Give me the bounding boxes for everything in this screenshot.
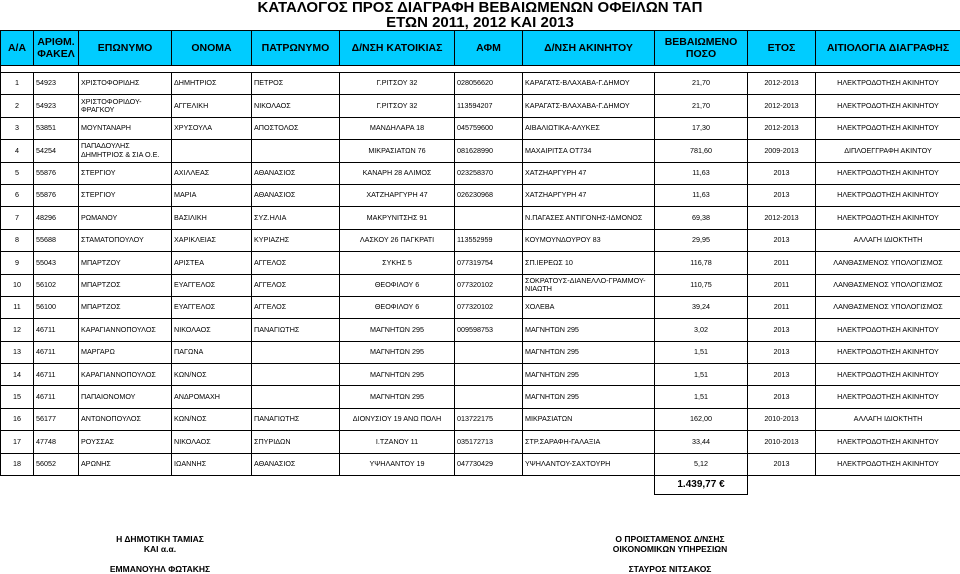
- cell-tax-id: 013722175: [455, 408, 523, 430]
- table-row: [1, 252, 960, 274]
- cell-folder-number: 46711: [34, 364, 79, 386]
- cell-reason: ΗΛΕΚΤΡΟΔΟΤΗΣΗ ΑΚΙΝΗΤΟΥ: [816, 431, 960, 453]
- cell-reason: ΗΛΕΚΤΡΟΔΟΤΗΣΗ ΑΚΙΝΗΤΟΥ: [816, 95, 960, 117]
- cell-amount: 1,51: [655, 341, 748, 363]
- table-row: [1, 341, 960, 363]
- cell-father-name: ΑΘΑΝΑΣΙΟΣ: [252, 162, 340, 184]
- total-spacer: [1, 476, 655, 495]
- cell-surname: ΜΠΑΡΤΖΟΥ: [79, 252, 172, 274]
- cell-tax-id: [455, 341, 523, 363]
- cell-surname: ΜΑΡΓΑΡΩ: [79, 341, 172, 363]
- cell-aa: 13: [1, 341, 34, 363]
- cell-father-name: ΑΘΑΝΑΣΙΟΣ: [252, 184, 340, 206]
- cell-folder-number: 56102: [34, 274, 79, 296]
- cell-year: 2013: [748, 229, 816, 251]
- cell-aa: 6: [1, 184, 34, 206]
- cell-property-address: ΜΑΧΑΙΡΙΤΣΑ ΟΤ734: [523, 140, 655, 162]
- cell-reason: ΑΛΛΑΓΗ ΙΔΙΟΚΤΗΤΗ: [816, 408, 960, 430]
- cell-home-address: ΘΕΟΦΙΛΟΥ 6: [340, 296, 455, 318]
- cell-aa: 15: [1, 386, 34, 408]
- cell-father-name: [252, 341, 340, 363]
- cell-father-name: ΚΥΡΙΑΖΗΣ: [252, 229, 340, 251]
- cell-first-name: ΝΙΚΟΛΑΟΣ: [172, 431, 252, 453]
- cell-folder-number: 46711: [34, 319, 79, 341]
- header-home-address: Δ/ΝΣΗ ΚΑΤΟΙΚΙΑΣ: [340, 31, 455, 66]
- cell-reason: ΗΛΕΚΤΡΟΔΟΤΗΣΗ ΑΚΙΝΗΤΟΥ: [816, 386, 960, 408]
- cell-home-address: Γ.ΡΙΤΣΟΥ 32: [340, 95, 455, 117]
- total-spacer-right: [748, 476, 960, 495]
- cell-reason: ΛΑΝΘΑΣΜΕΝΟΣ ΥΠΟΛΟΓΙΣΜΟΣ: [816, 296, 960, 318]
- cell-surname: ΧΡΙΣΤΟΦΟΡΙΔΗΣ: [79, 73, 172, 95]
- cell-aa: 16: [1, 408, 34, 430]
- cell-home-address: Γ.ΡΙΤΣΟΥ 32: [340, 73, 455, 95]
- cell-first-name: ΝΙΚΟΛΑΟΣ: [172, 319, 252, 341]
- cell-folder-number: 56100: [34, 296, 79, 318]
- cell-first-name: ΙΩΑΝΝΗΣ: [172, 453, 252, 475]
- cell-aa: 2: [1, 95, 34, 117]
- cell-father-name: ΠΑΝΑΓΙΩΤΗΣ: [252, 319, 340, 341]
- table-row: [1, 386, 960, 408]
- cell-home-address: ΜΑΝΔΗΛΑΡΑ 18: [340, 117, 455, 139]
- cell-father-name: ΑΠΟΣΤΟΛΟΣ: [252, 117, 340, 139]
- cell-year: 2012-2013: [748, 207, 816, 229]
- header-property-address: Δ/ΝΣΗ ΑΚΙΝΗΤΟΥ: [523, 31, 655, 66]
- table-row: [1, 162, 960, 184]
- cell-amount: 162,00: [655, 408, 748, 430]
- cell-father-name: [252, 140, 340, 162]
- cell-year: 2011: [748, 252, 816, 274]
- cell-reason: ΗΛΕΚΤΡΟΔΟΤΗΣΗ ΑΚΙΝΗΤΟΥ: [816, 453, 960, 475]
- cell-father-name: [252, 364, 340, 386]
- header-first-name: ΟΝΟΜΑ: [172, 31, 252, 66]
- table-row: [1, 207, 960, 229]
- cell-property-address: ΚΑΡΑΓΑΤΣ-ΒΛΑΧΑΒΑ-Γ.ΔΗΜΟΥ: [523, 73, 655, 95]
- cell-home-address: Ι.ΤΖΑΝΟΥ 11: [340, 431, 455, 453]
- cell-father-name: ΣΥΖ.ΗΛΙΑ: [252, 207, 340, 229]
- signature-right-title: Ο ΠΡΟΙΣΤΑΜΕΝΟΣ Δ/ΝΣΗΣ: [615, 534, 725, 544]
- cell-reason: ΗΛΕΚΤΡΟΔΟΤΗΣΗ ΑΚΙΝΗΤΟΥ: [816, 162, 960, 184]
- signature-left-title: Η ΔΗΜΟΤΙΚΗ ΤΑΜΙΑΣ: [116, 534, 204, 544]
- cell-folder-number: 46711: [34, 341, 79, 363]
- cell-folder-number: 56052: [34, 453, 79, 475]
- cell-year: 2013: [748, 453, 816, 475]
- cell-year: 2013: [748, 162, 816, 184]
- cell-father-name: ΠΕΤΡΟΣ: [252, 73, 340, 95]
- header-row: [1, 31, 960, 66]
- cell-amount: 3,02: [655, 319, 748, 341]
- cell-first-name: ΚΩΝ/ΝΟΣ: [172, 364, 252, 386]
- cell-tax-id: 009598753: [455, 319, 523, 341]
- cell-folder-number: 55876: [34, 162, 79, 184]
- header-reason: ΑΙΤΙΟΛΟΓΙΑ ΔΙΑΓΡΑΦΗΣ: [816, 31, 960, 66]
- cell-reason: ΑΛΛΑΓΗ ΙΔΙΟΚΤΗΤΗ: [816, 229, 960, 251]
- cell-father-name: [252, 386, 340, 408]
- cell-father-name: ΑΓΓΕΛΟΣ: [252, 274, 340, 296]
- cell-amount: 21,70: [655, 95, 748, 117]
- cell-father-name: ΣΠΥΡΙΔΩΝ: [252, 431, 340, 453]
- cell-surname: ΣΤΕΡΓΙΟΥ: [79, 184, 172, 206]
- cell-property-address: ΜΙΚΡΑΣΙΑΤΩΝ: [523, 408, 655, 430]
- cell-aa: 12: [1, 319, 34, 341]
- cell-year: 2011: [748, 296, 816, 318]
- cell-tax-id: 077320102: [455, 296, 523, 318]
- cell-property-address: ΜΑΓΝΗΤΩΝ 295: [523, 341, 655, 363]
- cell-home-address: ΜΑΓΝΗΤΩΝ 295: [340, 364, 455, 386]
- header-amount: ΒΕΒΑΙΩΜΕΝΟ ΠΟΣΟ: [655, 31, 748, 66]
- signature-left-name: ΕΜΜΑΝΟΥΗΛ ΦΩΤΑΚΗΣ: [109, 564, 211, 574]
- cell-year: 2013: [748, 341, 816, 363]
- cell-folder-number: 48296: [34, 207, 79, 229]
- cell-home-address: ΛΑΣΚΟΥ 26 ΠΑΓΚΡΑΤΙ: [340, 229, 455, 251]
- cell-year: 2010-2013: [748, 431, 816, 453]
- cell-first-name: ΕΥΑΓΓΕΛΟΣ: [172, 296, 252, 318]
- cell-reason: ΔΙΠΛΟΕΓΓΡΑΦΗ ΑΚΙΝΤΟΥ: [816, 140, 960, 162]
- cell-home-address: ΜΑΓΝΗΤΩΝ 295: [340, 386, 455, 408]
- cell-reason: ΗΛΕΚΤΡΟΔΟΤΗΣΗ ΑΚΙΝΗΤΟΥ: [816, 364, 960, 386]
- cell-amount: 110,75: [655, 274, 748, 296]
- cell-tax-id: [455, 386, 523, 408]
- table-row: [1, 296, 960, 318]
- cell-home-address: ΜΑΚΡΥΝΙΤΣΗΣ 91: [340, 207, 455, 229]
- cell-reason: ΛΑΝΘΑΣΜΕΝΟΣ ΥΠΟΛΟΓΙΣΜΟΣ: [816, 252, 960, 274]
- cell-first-name: ΑΧΙΛΛΕΑΣ: [172, 162, 252, 184]
- cell-home-address: ΧΑΤΖΗΑΡΓΥΡΗ 47: [340, 184, 455, 206]
- table-row: [1, 73, 960, 95]
- signature-right-name: ΣΤΑΥΡΟΣ ΝΙΤΣΑΚΟΣ: [628, 564, 712, 574]
- cell-amount: 21,70: [655, 73, 748, 95]
- cell-year: 2012-2013: [748, 117, 816, 139]
- header-tax-id: ΑΦΜ: [455, 31, 523, 66]
- document-subtitle: ΕΤΩΝ 2011, 2012 ΚΑΙ 2013: [386, 14, 574, 31]
- cell-tax-id: 077320102: [455, 274, 523, 296]
- cell-first-name: ΑΝΔΡΟΜΑΧΗ: [172, 386, 252, 408]
- table-row: [1, 453, 960, 475]
- cell-surname: ΡΟΥΣΣΑΣ: [79, 431, 172, 453]
- signature-block-left: [60, 534, 260, 574]
- cell-aa: 5: [1, 162, 34, 184]
- cell-tax-id: 023258370: [455, 162, 523, 184]
- cell-aa: 14: [1, 364, 34, 386]
- cell-first-name: ΜΑΡΙΑ: [172, 184, 252, 206]
- cell-first-name: ΧΡΥΣΟΥΛΑ: [172, 117, 252, 139]
- cell-year: 2013: [748, 386, 816, 408]
- cell-folder-number: 47748: [34, 431, 79, 453]
- cell-year: 2013: [748, 319, 816, 341]
- cell-aa: 3: [1, 117, 34, 139]
- table-row: [1, 140, 960, 162]
- cell-reason: ΗΛΕΚΤΡΟΔΟΤΗΣΗ ΑΚΙΝΗΤΟΥ: [816, 73, 960, 95]
- cell-folder-number: 55876: [34, 184, 79, 206]
- cell-folder-number: 55688: [34, 229, 79, 251]
- total-amount: 1.439,77 €: [655, 476, 748, 495]
- cell-surname: ΧΡΙΣΤΟΦΟΡΙΔΟΥ-ΦΡΑΓΚΟΥ: [79, 95, 172, 117]
- cell-property-address: ΧΑΤΖΗΑΡΓΥΡΗ 47: [523, 184, 655, 206]
- cell-amount: 11,63: [655, 184, 748, 206]
- cell-amount: 781,60: [655, 140, 748, 162]
- cell-first-name: ΒΑΣΙΛΙΚΗ: [172, 207, 252, 229]
- cell-aa: 17: [1, 431, 34, 453]
- cell-home-address: ΜΑΓΝΗΤΩΝ 295: [340, 319, 455, 341]
- cell-aa: 11: [1, 296, 34, 318]
- cell-folder-number: 56177: [34, 408, 79, 430]
- cell-surname: ΑΡΩΝΗΣ: [79, 453, 172, 475]
- header-year: ΕΤΟΣ: [748, 31, 816, 66]
- cell-tax-id: 045759600: [455, 117, 523, 139]
- cell-property-address: ΜΑΓΝΗΤΩΝ 295: [523, 319, 655, 341]
- cell-tax-id: 028056620: [455, 73, 523, 95]
- cell-amount: 5,12: [655, 453, 748, 475]
- document-title: ΚΑΤΑΛΟΓΟΣ ΠΡΟΣ ΔΙΑΓΡΑΦΗ ΒΕΒΑΙΩΜΕΝΩΝ ΟΦΕΙΛΩΝ ΤΑΠ: [257, 0, 703, 16]
- table-row: [1, 319, 960, 341]
- cell-surname: ΠΑΠΑΙΟΝΟΜΟΥ: [79, 386, 172, 408]
- cell-surname: ΑΝΤΩΝΟΠΟΥΛΟΣ: [79, 408, 172, 430]
- cell-property-address: ΚΟΥΜΟΥΝΔΟΥΡΟΥ 83: [523, 229, 655, 251]
- cell-first-name: ΧΑΡΙΚΛΕΙΑΣ: [172, 229, 252, 251]
- cell-property-address: ΣΟΚΡΑΤΟΥΣ-ΔΙΑΝΕΛΛΟ-ΓΡΑΜΜΟΥ-ΝΙΑΩΤΗ: [523, 274, 655, 296]
- write-off-table: [0, 30, 960, 495]
- cell-surname: ΣΤΑΜΑΤΟΠΟΥΛΟΥ: [79, 229, 172, 251]
- signature-right-subtitle: ΟΙΚΟΝΟΜΙΚΩΝ ΥΠΗΡΕΣΙΩΝ: [612, 544, 728, 554]
- cell-tax-id: 026230968: [455, 184, 523, 206]
- cell-property-address: ΜΑΓΝΗΤΩΝ 295: [523, 386, 655, 408]
- cell-aa: 10: [1, 274, 34, 296]
- cell-reason: ΗΛΕΚΤΡΟΔΟΤΗΣΗ ΑΚΙΝΗΤΟΥ: [816, 319, 960, 341]
- cell-home-address: ΣΥΚΗΣ 5: [340, 252, 455, 274]
- cell-year: 2013: [748, 184, 816, 206]
- cell-year: 2010-2013: [748, 408, 816, 430]
- cell-home-address: ΔΙΟΝΥΣΙΟΥ 19 ΑΝΩ ΠΟΛΗ: [340, 408, 455, 430]
- cell-year: 2011: [748, 274, 816, 296]
- table-row: [1, 95, 960, 117]
- cell-property-address: ΧΑΤΖΗΑΡΓΥΡΗ 47: [523, 162, 655, 184]
- cell-reason: ΛΑΝΘΑΣΜΕΝΟΣ ΥΠΟΛΟΓΙΣΜΟΣ: [816, 274, 960, 296]
- cell-aa: 1: [1, 73, 34, 95]
- cell-property-address: Ν.ΠΑΓΑΣΕΣ ΑΝΤΙΓΟΝΗΣ-ΙΔΜΟΝΟΣ: [523, 207, 655, 229]
- cell-year: 2012-2013: [748, 95, 816, 117]
- cell-home-address: ΥΨΗΛΑΝΤΟΥ 19: [340, 453, 455, 475]
- cell-folder-number: 55043: [34, 252, 79, 274]
- cell-tax-id: 081628990: [455, 140, 523, 162]
- cell-tax-id: [455, 207, 523, 229]
- cell-reason: ΗΛΕΚΤΡΟΔΟΤΗΣΗ ΑΚΙΝΗΤΟΥ: [816, 341, 960, 363]
- cell-surname: ΜΟΥΝΤΑΝΑΡΗ: [79, 117, 172, 139]
- cell-tax-id: 113552959: [455, 229, 523, 251]
- cell-amount: 33,44: [655, 431, 748, 453]
- cell-tax-id: [455, 364, 523, 386]
- cell-first-name: ΑΓΓΕΛΙΚΗ: [172, 95, 252, 117]
- table-row: [1, 274, 960, 296]
- cell-father-name: ΝΙΚΟΛΑΟΣ: [252, 95, 340, 117]
- cell-surname: ΚΑΡΑΓΙΑΝΝΟΠΟΥΛΟΣ: [79, 319, 172, 341]
- total-row: [1, 476, 960, 495]
- cell-father-name: ΑΓΓΕΛΟΣ: [252, 252, 340, 274]
- cell-folder-number: 54923: [34, 95, 79, 117]
- cell-first-name: ΑΡΙΣΤΕΑ: [172, 252, 252, 274]
- cell-amount: 116,78: [655, 252, 748, 274]
- cell-first-name: ΕΥΑΓΓΕΛΟΣ: [172, 274, 252, 296]
- cell-year: 2012-2013: [748, 73, 816, 95]
- cell-home-address: ΜΑΓΝΗΤΩΝ 295: [340, 341, 455, 363]
- cell-year: 2009-2013: [748, 140, 816, 162]
- cell-surname: ΜΠΑΡΤΖΟΣ: [79, 296, 172, 318]
- cell-father-name: ΑΘΑΝΑΣΙΟΣ: [252, 453, 340, 475]
- cell-folder-number: 46711: [34, 386, 79, 408]
- cell-property-address: ΚΑΡΑΓΑΤΣ-ΒΛΑΧΑΒΑ-Γ.ΔΗΜΟΥ: [523, 95, 655, 117]
- cell-tax-id: 047730429: [455, 453, 523, 475]
- cell-amount: 1,51: [655, 386, 748, 408]
- cell-property-address: ΜΑΓΝΗΤΩΝ 295: [523, 364, 655, 386]
- cell-folder-number: 53851: [34, 117, 79, 139]
- cell-father-name: ΑΓΓΕΛΟΣ: [252, 296, 340, 318]
- cell-aa: 9: [1, 252, 34, 274]
- cell-father-name: ΠΑΝΑΓΙΩΤΗΣ: [252, 408, 340, 430]
- cell-property-address: ΧΟΛΕΒΑ: [523, 296, 655, 318]
- table-row: [1, 184, 960, 206]
- cell-property-address: ΥΨΗΛΑΝΤΟΥ-ΣΑΧΤΟΥΡΗ: [523, 453, 655, 475]
- signature-left-subtitle: ΚΑΙ α.α.: [143, 544, 177, 554]
- header-father-name: ΠΑΤΡΩΝΥΜΟ: [252, 31, 340, 66]
- cell-home-address: ΘΕΟΦΙΛΟΥ 6: [340, 274, 455, 296]
- cell-first-name: ΔΗΜΗΤΡΙΟΣ: [172, 73, 252, 95]
- cell-aa: 7: [1, 207, 34, 229]
- cell-aa: 8: [1, 229, 34, 251]
- cell-amount: 69,38: [655, 207, 748, 229]
- cell-amount: 29,95: [655, 229, 748, 251]
- cell-tax-id: 077319754: [455, 252, 523, 274]
- cell-aa: 4: [1, 140, 34, 162]
- cell-property-address: ΣΠ.ΙΕΡΕΩΣ 10: [523, 252, 655, 274]
- cell-property-address: ΣΤΡ.ΣΑΡΑΦΗ-ΓΑΛΑΞΙΑ: [523, 431, 655, 453]
- table-row: [1, 364, 960, 386]
- header-surname: ΕΠΩΝΥΜΟ: [79, 31, 172, 66]
- cell-amount: 11,63: [655, 162, 748, 184]
- cell-home-address: ΜΙΚΡΑΣΙΑΤΩΝ 76: [340, 140, 455, 162]
- header-folder-number: ΑΡΙΘΜ. ΦΑΚΕΛ: [34, 31, 79, 66]
- cell-amount: 39,24: [655, 296, 748, 318]
- cell-tax-id: 035172713: [455, 431, 523, 453]
- cell-folder-number: 54254: [34, 140, 79, 162]
- cell-first-name: ΠΑΓΩΝΑ: [172, 341, 252, 363]
- cell-year: 2013: [748, 364, 816, 386]
- table-row: [1, 431, 960, 453]
- table-row: [1, 408, 960, 430]
- cell-amount: 17,30: [655, 117, 748, 139]
- cell-surname: ΚΑΡΑΓΙΑΝΝΟΠΟΥΛΟΣ: [79, 364, 172, 386]
- signature-block-right: [560, 534, 780, 574]
- cell-first-name: [172, 140, 252, 162]
- cell-surname: ΡΩΜΑΝΟΥ: [79, 207, 172, 229]
- cell-aa: 18: [1, 453, 34, 475]
- cell-surname: ΠΑΠΑΔΟΥΛΗΣ ΔΗΜΗΤΡΙΟΣ & ΣΙΑ Ο.Ε.: [79, 140, 172, 162]
- cell-home-address: ΚΑΝΑΡΗ 28 ΑΛΙΜΟΣ: [340, 162, 455, 184]
- cell-tax-id: 113594207: [455, 95, 523, 117]
- cell-surname: ΣΤΕΡΓΙΟΥ: [79, 162, 172, 184]
- cell-amount: 1,51: [655, 364, 748, 386]
- cell-reason: ΗΛΕΚΤΡΟΔΟΤΗΣΗ ΑΚΙΝΗΤΟΥ: [816, 117, 960, 139]
- cell-surname: ΜΠΑΡΤΖΟΣ: [79, 274, 172, 296]
- table-row: [1, 229, 960, 251]
- cell-reason: ΗΛΕΚΤΡΟΔΟΤΗΣΗ ΑΚΙΝΗΤΟΥ: [816, 207, 960, 229]
- cell-property-address: ΑΙΒΑΛΙΩΤΙΚΑ-ΑΛΥΚΕΣ: [523, 117, 655, 139]
- cell-first-name: ΚΩΝ/ΝΟΣ: [172, 408, 252, 430]
- header-aa: Α/Α: [1, 31, 34, 66]
- cell-reason: ΗΛΕΚΤΡΟΔΟΤΗΣΗ ΑΚΙΝΗΤΟΥ: [816, 184, 960, 206]
- table-row: [1, 117, 960, 139]
- cell-folder-number: 54923: [34, 73, 79, 95]
- spacer-row: [1, 66, 960, 73]
